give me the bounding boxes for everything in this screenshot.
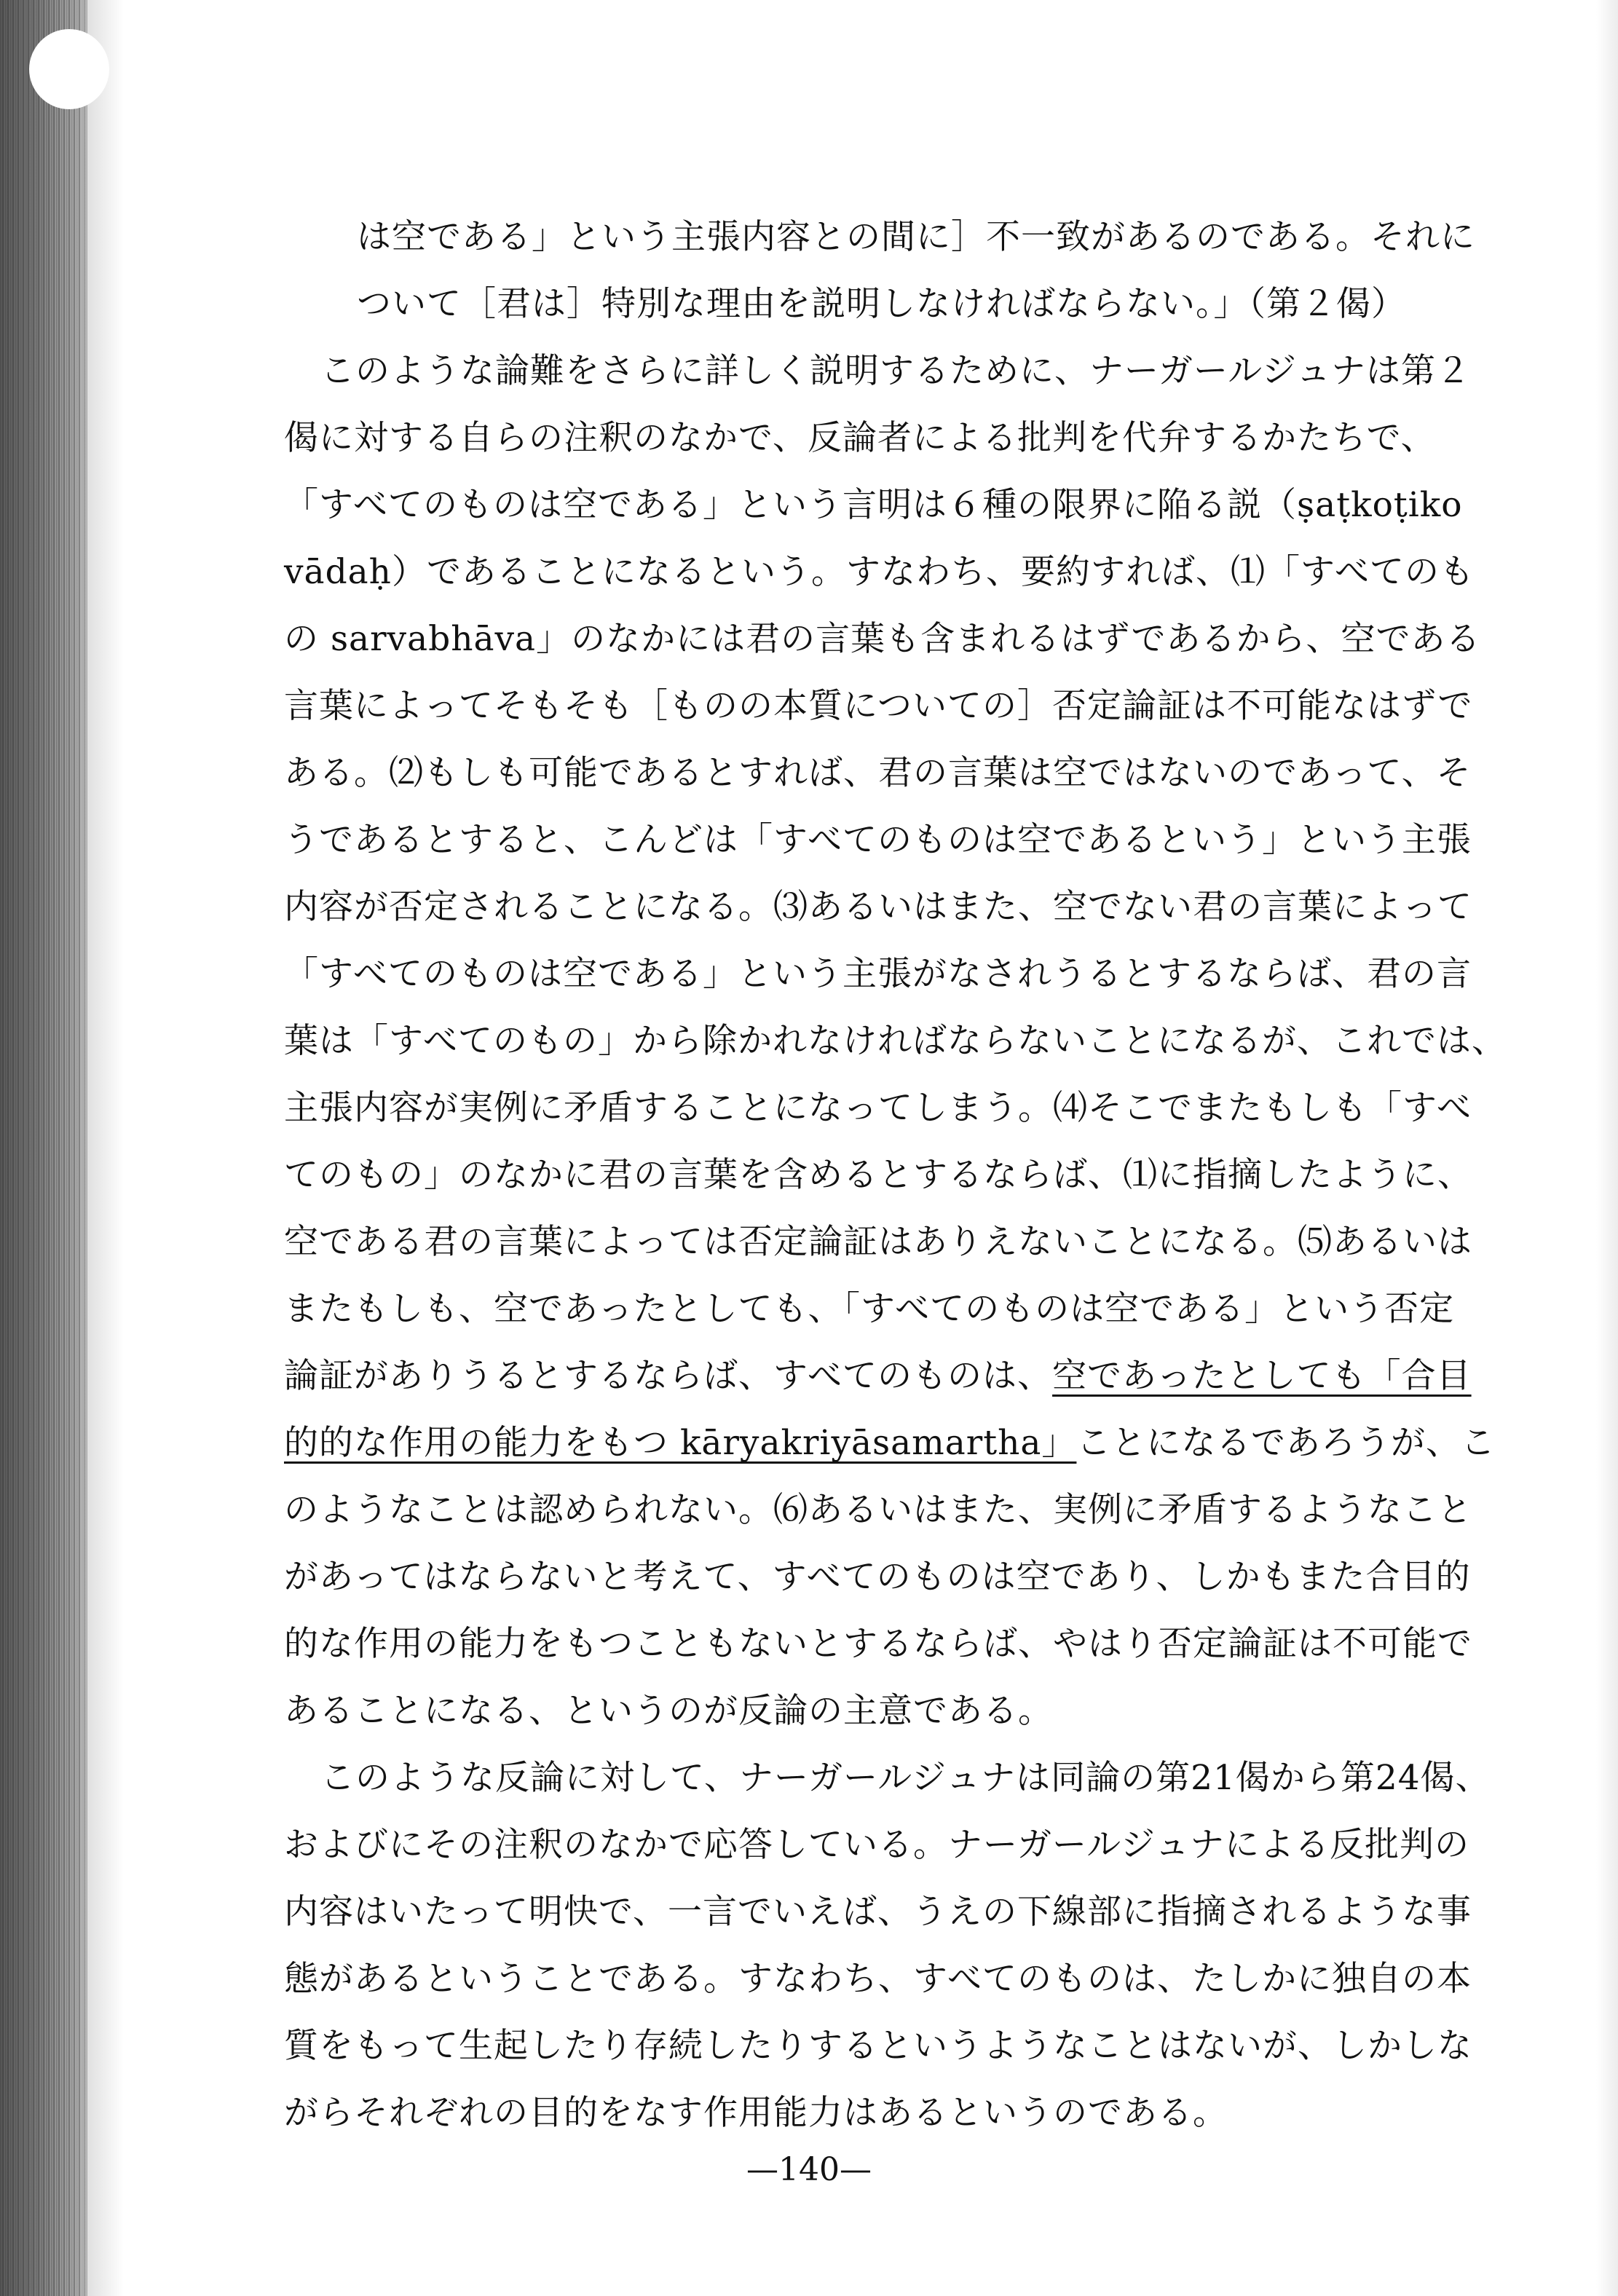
text-line: およびにその注釈のなかで応答している。ナーガールジュナによる反批判の xyxy=(284,1825,1470,1865)
text-line: このような反論に対して、ナーガールジュナは同論の第21偈から第24偈、 xyxy=(320,1758,1491,1798)
text-line: 葉は「すべてのもの」から除かれなければならないことになるが、これでは、 xyxy=(284,1021,1507,1061)
text-line: 内容はいたって明快で、一言でいえば、うえの下線部に指摘されるような事 xyxy=(284,1892,1472,1932)
text-segment: ことになるであろうが、こ xyxy=(1076,1423,1496,1463)
text-line: 主張内容が実例に矛盾することになってしまう。⑷そこでまたもしも「すべ xyxy=(284,1088,1472,1128)
text-line: 空である君の言葉によっては否定論証はありえないことになる。⑸あるいは xyxy=(284,1222,1472,1262)
binding-fade xyxy=(80,0,124,2296)
text-line: 質をもって生起したり存続したりするというようなことはないが、しかしな xyxy=(284,2026,1472,2066)
text-line: 言葉によってそもそも［ものの本質についての］否定論証は不可能なはずで xyxy=(284,686,1473,726)
text-line: があってはならないと考えて、すべてのものは空であり、しかもまた合目的 xyxy=(284,1557,1471,1597)
text-line: ついて［君は］特別な理由を説明しなければならない。」（第２偈） xyxy=(357,284,1406,324)
page-edge xyxy=(1596,0,1618,2296)
text-line: 「すべてのものは空である」という言明は６種の限界に陥る説（ṣaṭkoṭiko xyxy=(284,485,1463,525)
text-line: 内容が否定されることになる。⑶あるいはまた、空でない君の言葉によって xyxy=(284,887,1472,927)
text-line: このような論難をさらに詳しく説明するために、ナーガールジュナは第２ xyxy=(320,351,1472,391)
binding-shadow xyxy=(0,0,87,2296)
body-text xyxy=(284,204,1573,2147)
text-line: の sarvabhāva」のなかには君の言葉も含まれるはずであるから、空である xyxy=(284,619,1481,659)
text-line: 態があるということである。すなわち、すべてのものは、たしかに独自の本 xyxy=(284,1959,1472,1999)
text-line-underlined xyxy=(284,1410,1573,1477)
text-line: あることになる、というのが反論の主意である。 xyxy=(284,1691,1053,1731)
underlined-segment: 空であったとしても「合目 xyxy=(1052,1356,1472,1396)
text-line: は空である」という主張内容との間に］不一致があるのである。それに xyxy=(357,217,1475,257)
text-line: 偈に対する自らの注釈のなかで、反論者による批判を代弁するかたちで、 xyxy=(284,418,1436,458)
text-line: てのもの」のなかに君の言葉を含めるとするならば、⑴に指摘したように、 xyxy=(284,1155,1472,1195)
text-line: vādaḥ）であることになるという。すなわち、要約すれば、⑴「すべてのも xyxy=(284,552,1475,592)
punch-hole xyxy=(29,29,109,109)
text-line: がらそれぞれの目的をなす作用能力はあるというのである。 xyxy=(284,2093,1228,2133)
underlined-segment: 的的な作用の能力をもつ kāryakriyāsamartha」 xyxy=(284,1423,1077,1463)
page-number: —140— xyxy=(746,2151,872,2188)
text-line-underlined xyxy=(284,1343,1573,1410)
text-line: 的な作用の能力をもつこともないとするならば、やはり否定論証は不可能で xyxy=(284,1624,1472,1664)
text-segment: 論証がありうるとするならば、すべてのものは、 xyxy=(284,1356,1053,1396)
text-line: のようなことは認められない。⑹あるいはまた、実例に矛盾するようなこと xyxy=(284,1490,1472,1530)
text-line: 「すべてのものは空である」という主張がなされうるとするならば、君の言 xyxy=(284,954,1472,994)
text-line: ある。⑵もしも可能であるとすれば、君の言葉は空ではないのであって、そ xyxy=(284,753,1472,793)
text-line: またもしも、空であったとしても、「すべてのものは空である」という否定 xyxy=(284,1289,1455,1329)
text-line: うであるとすると、こんどは「すべてのものは空であるという」という主張 xyxy=(284,820,1472,860)
